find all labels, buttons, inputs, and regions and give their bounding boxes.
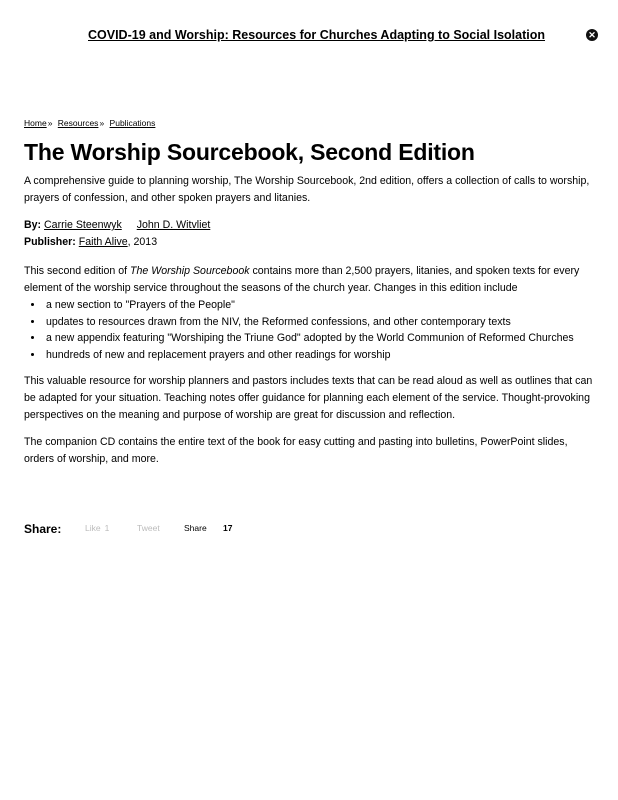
- page-title: The Worship Sourcebook, Second Edition: [24, 139, 475, 165]
- list-item: • hundreds of new and replacement prayers and other readings for worship: [44, 347, 599, 364]
- description-text: This second edition of: [24, 265, 130, 277]
- list-item: • a new section to "Prayers of the People": [44, 297, 599, 314]
- announcement-banner: [0, 0, 618, 70]
- like-label: Like: [85, 523, 101, 533]
- book-meta: [24, 217, 599, 251]
- list-item: • a new appendix featuring "Worshiping the Triune God" adopted by the World Communion of Reformed Churches: [44, 330, 599, 347]
- breadcrumb-separator: »: [47, 118, 53, 128]
- like-button[interactable]: [85, 523, 109, 533]
- description: [24, 263, 599, 468]
- publisher-link[interactable]: Faith Alive: [78, 236, 128, 248]
- author-link[interactable]: Carrie Steenwyk: [44, 219, 122, 231]
- covid-resources-link[interactable]: COVID-19 and Worship: Resources for Churches Adapting to Social Isolation: [88, 28, 546, 42]
- breadcrumb: [24, 117, 599, 129]
- share-count: 17: [223, 523, 233, 533]
- description-paragraph: The companion CD contains the entire text of the book for easy cutting and pasting into bulletins, PowerPoint slides, orders of worship, and more.: [24, 436, 568, 465]
- breadcrumb-resources[interactable]: Resources: [57, 118, 99, 128]
- close-icon[interactable]: ✕: [586, 29, 598, 41]
- description-paragraph: [24, 263, 599, 297]
- share-label: Share:: [24, 522, 62, 536]
- breadcrumb-home[interactable]: Home: [24, 118, 47, 128]
- by-label: By:: [24, 219, 42, 231]
- changes-list: [24, 297, 599, 363]
- publisher-line: [24, 234, 599, 251]
- share-button[interactable]: Share: [184, 523, 207, 533]
- breadcrumb-separator: »: [99, 118, 105, 128]
- publication-year: , 2013: [127, 236, 158, 248]
- publisher-label: Publisher:: [24, 236, 76, 248]
- description-paragraph: This valuable resource for worship planners and pastors includes texts that can be read aloud as well as outlines that can be adapted for your situation. Teaching notes offer guidance for planning each element of the service. Thought-provoking perspectives on the meaning and purpose of worship are great for discussion and reflection.: [24, 375, 593, 421]
- list-item: • updates to resources drawn from the NIV, the Reformed confessions, and other contemporary texts: [44, 314, 599, 331]
- breadcrumb-publications[interactable]: Publications: [109, 118, 156, 128]
- like-count: 1: [104, 523, 110, 533]
- intro-text: A comprehensive guide to planning worship, The Worship Sourcebook, 2nd edition, offers a collection of calls to worship, prayers of confession, and other spoken prayers and litanies.: [24, 175, 590, 204]
- tweet-button[interactable]: Tweet: [137, 523, 160, 533]
- author-link[interactable]: John D. Witvliet: [136, 219, 211, 231]
- description-text: contains more than 2,500 prayers, litanies, and spoken texts for every element of the worship service throughout the seasons of the church year. Changes in this edition include: [24, 265, 580, 294]
- book-title-italic: The Worship Sourcebook: [130, 265, 250, 277]
- main-content: [24, 117, 599, 468]
- authors-line: [24, 217, 599, 234]
